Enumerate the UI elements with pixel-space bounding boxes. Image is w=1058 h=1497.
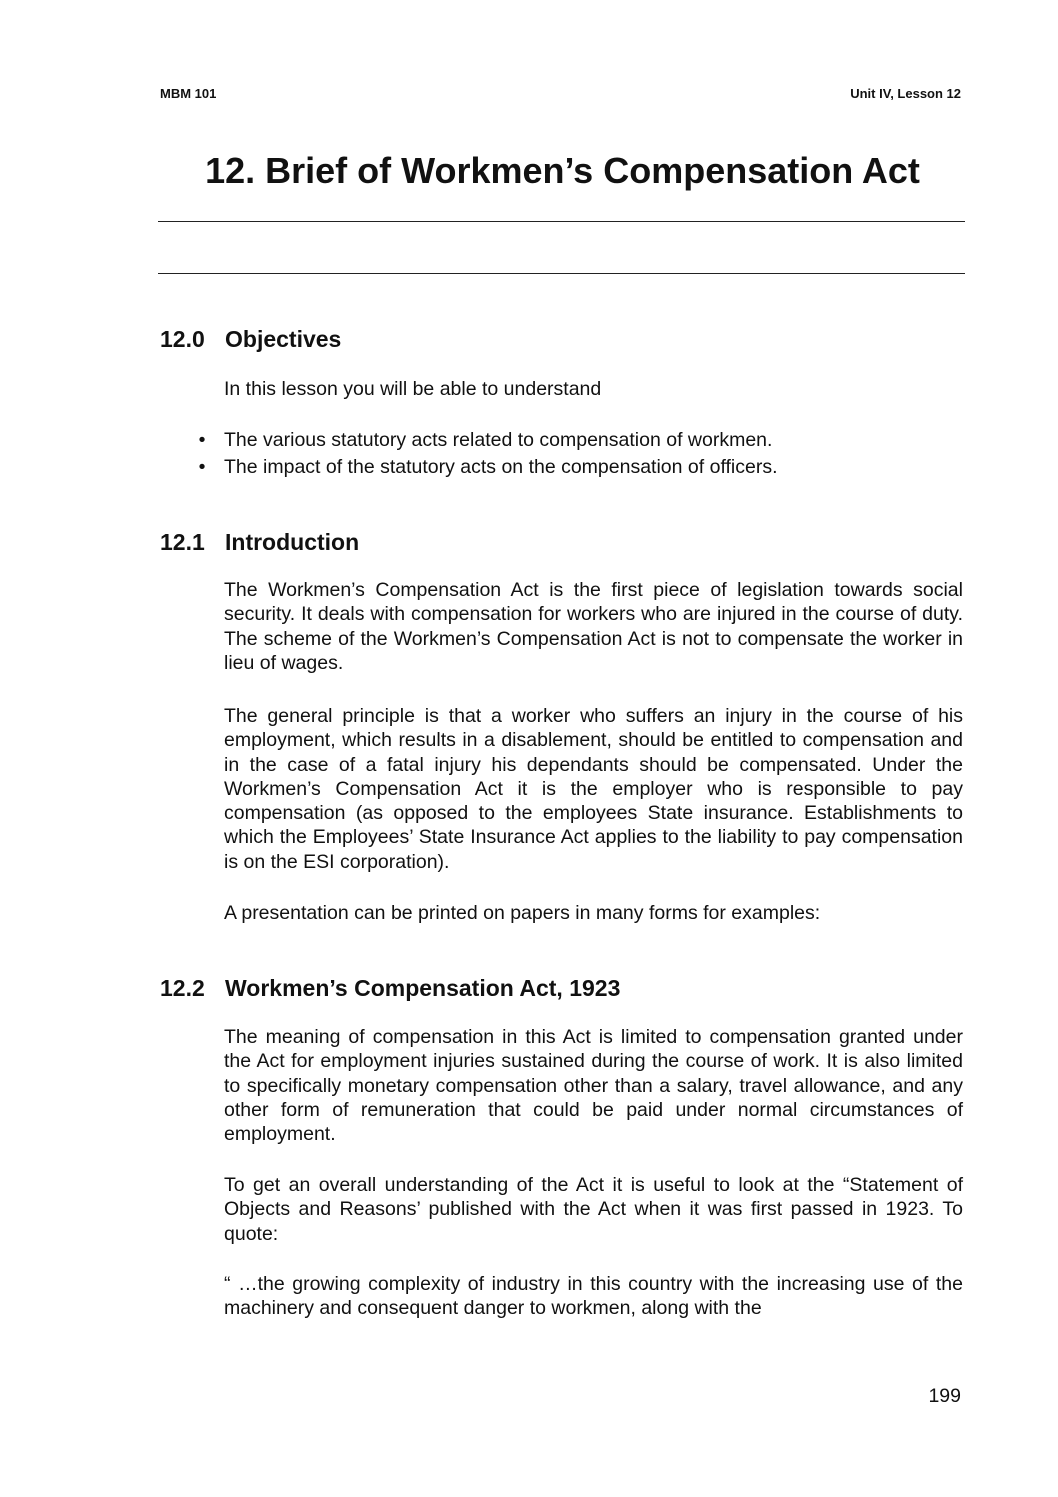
section-heading-workmens-compensation-act <box>160 973 620 1003</box>
bullet-icon: • <box>198 456 206 478</box>
page-number: 199 <box>928 1385 961 1407</box>
introduction-paragraph-3: A presentation can be printed on papers in many forms for examples: <box>224 902 821 924</box>
introduction-paragraph-1: The Workmen’s Compensation Act is the first piece of legislation towards social security. It deals with compensation for workers who are injured in the course of duty. The scheme of the Workmen’s Compensation Act is not to compensate the worker in lieu of wages. <box>224 579 963 674</box>
list-item-text: The various statutory acts related to compensation of workmen. <box>224 429 773 451</box>
title-rule-top <box>158 221 965 222</box>
list-item <box>195 427 965 454</box>
section-title: Introduction <box>225 529 360 555</box>
section-title: Workmen’s Compensation Act, 1923 <box>225 975 621 1001</box>
act-paragraph-1: The meaning of compensation in this Act is limited to compensation granted under the Act for employment injuries sustained during the course of work. It is also limited to specifically monetary compensation other than a salary, travel allowance, and any other form of remuneration that could be paid under normal circumstances of employment. <box>224 1026 963 1146</box>
section-number: 12.2 <box>160 975 205 1001</box>
section-heading-introduction <box>160 527 359 557</box>
list-item-text: The impact of the statutory acts on the compensation of officers. <box>224 456 778 478</box>
section-heading-objectives <box>160 324 341 354</box>
introduction-paragraph-2: The general principle is that a worker who suffers an injury in the course of his employment, which results in a disablement, should be entitled to compensation and in the case of a fatal injury his dependants should be compensated. Under the Workmen’s Compensation Act it is the employer who is responsible to pay compensation (as opposed to the employees State insurance. Establishments to which the Employees’ State Insurance Act applies to the liability to pay compensation is on the ESI corporation). <box>224 705 963 873</box>
act-paragraph-2: To get an overall understanding of the Act it is useful to look at the “Statement of Objects and Reasons’ published with the Act when it was first passed in 1923. To quote: <box>224 1174 963 1245</box>
section-number: 12.1 <box>160 529 205 555</box>
title-rule-bottom <box>158 273 965 274</box>
objectives-bullet-list <box>195 427 965 481</box>
running-header-course: MBM 101 <box>160 86 217 101</box>
act-quote-paragraph: “ …the growing complexity of industry in this country with the increasing use of the machinery and consequent danger to workmen, along with the <box>224 1273 963 1320</box>
lesson-title: 12. Brief of Workmen’s Compensation Act <box>205 150 920 191</box>
list-item <box>195 454 965 481</box>
objectives-intro-paragraph: In this lesson you will be able to understand <box>224 378 602 400</box>
section-title: Objectives <box>225 326 342 352</box>
running-header-unit-lesson: Unit IV, Lesson 12 <box>850 86 961 101</box>
section-number: 12.0 <box>160 326 205 352</box>
bullet-icon: • <box>198 429 206 451</box>
